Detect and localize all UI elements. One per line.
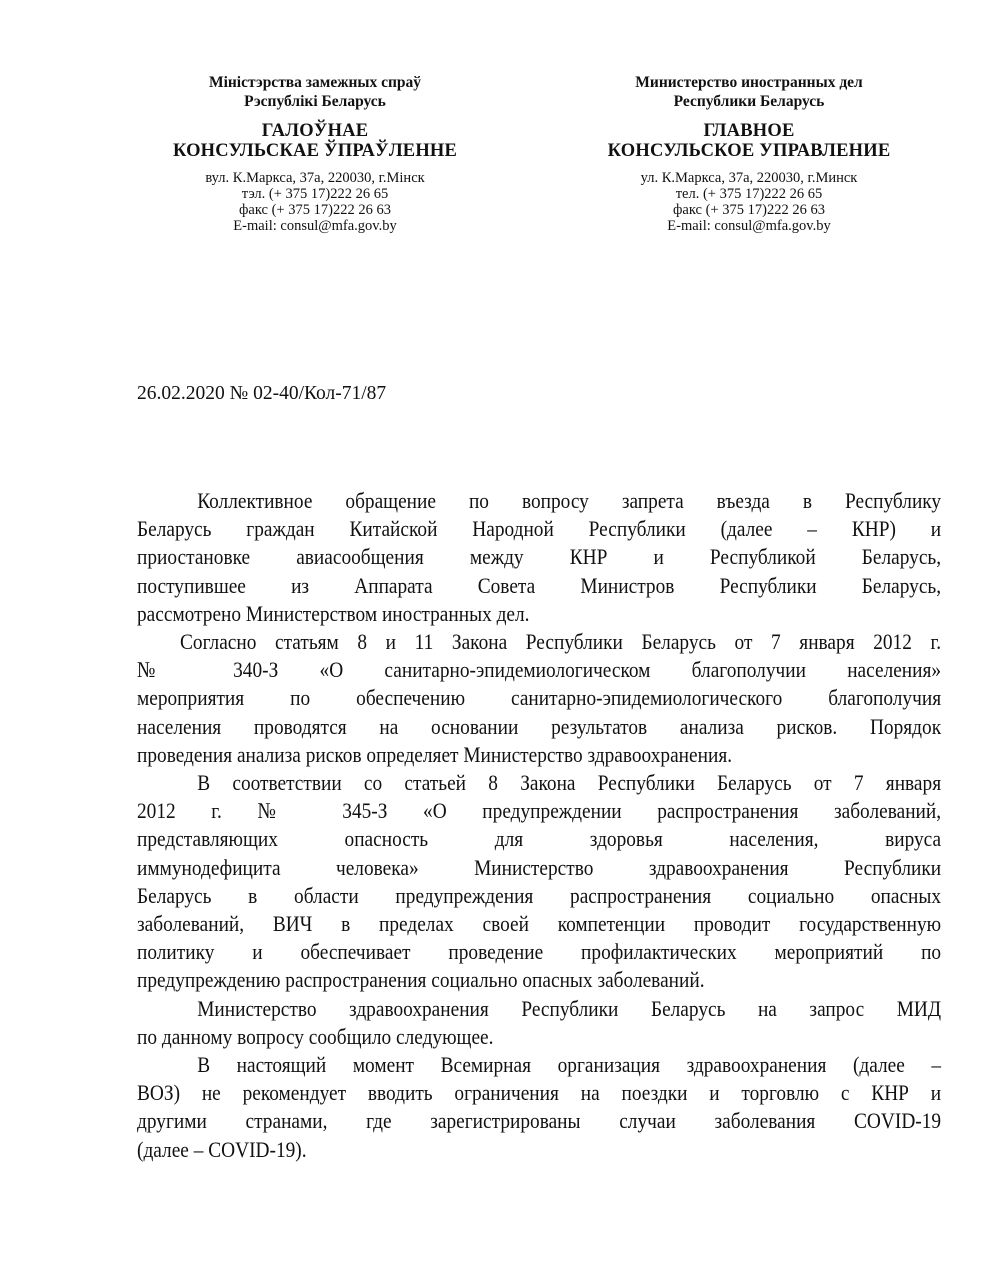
paragraph [137,1051,941,1164]
phone: тел. (+ 375 17)222 26 65 [675,186,823,202]
text-line: поступившее из Аппарата Совета Министров Республики Беларусь, [137,572,942,598]
department-name-ru [578,121,920,161]
department-line: КОНСУЛЬСКОЕ УПРАВЛЕНИЕ [607,141,891,161]
text-line: приостановке авиасообщения между КНР и Республикой Беларусь, [137,544,942,570]
text-line: Беларусь граждан Китайской Народной Республики (далее – КНР) и [137,516,942,542]
ministry-name-by [150,73,480,111]
registration-number: 26.02.2020 № 02-40/Кол-71/87 [137,383,387,404]
department-line: КОНСУЛЬСКАЕ ЎПРАЎЛЕННЕ [172,141,458,161]
paragraph [137,628,941,769]
text-line: № 340-З «О санитарно-эпидемиологическом благополучии населения» [137,657,942,683]
text-line: (далее – COVID-19). [137,1136,307,1162]
letterhead-belarusian [150,73,480,234]
letterhead-russian [578,73,920,234]
text-line: ВОЗ) не рекомендует вводить ограничения на поездки и торговлю с КНР и [137,1080,942,1106]
ministry-line: Міністэрства замежных спраў [208,74,422,91]
text-line: мероприятия по обеспечению санитарно-эпидемиологического благополучия [137,685,942,711]
contacts-by [150,170,480,234]
text-line: В соответствии со статьей 8 Закона Республики Беларусь от 7 января [197,770,942,796]
email: E-mail: consul@mfa.gov.by [233,218,397,234]
text-line: по данному вопросу сообщило следующее. [137,1023,494,1049]
paragraph [137,487,941,628]
department-line: ГЛАВНОЕ [703,121,795,141]
paragraph [137,769,941,995]
text-line: населения проводятся на основании результатов анализа рисков. Порядок [137,713,942,739]
text-line: Министерство здравоохранения Республики Беларусь на запрос МИД [197,995,942,1021]
text-line: проведения анализа рисков определяет Министерство здравоохранения. [137,741,733,767]
fax: факс (+ 375 17)222 26 63 [673,202,825,218]
text-line: политику и обеспечивает проведение профилактических мероприятий по [137,939,942,965]
address: ул. К.Маркса, 37а, 220030, г.Минск [640,170,858,186]
ministry-name-ru [578,73,920,111]
department-line: ГАЛОЎНАЕ [261,121,369,141]
text-line: предупреждению распространения социально опасных заболеваний. [137,967,705,993]
address: вул. К.Маркса, 37а, 220030, г.Мінск [205,170,425,186]
fax: факс (+ 375 17)222 26 63 [239,202,391,218]
text-line: 2012 г. № 345-З «О предупреждении распространения заболеваний, [137,798,942,824]
text-line: В настоящий момент Всемирная организация здравоохранения (далее – [197,1052,942,1078]
text-line: рассмотрено Министерством иностранных дел. [137,600,530,626]
text-line: Беларусь в области предупреждения распространения социально опасных [137,882,942,908]
email: E-mail: consul@mfa.gov.by [667,218,831,234]
text-line: Согласно статьям 8 и 11 Закона Республики Беларусь от 7 января 2012 г. [180,629,942,655]
text-line: Коллективное обращение по вопросу запрета въезда в Республику [197,488,942,513]
contacts-ru [578,170,920,234]
letter-body [137,487,941,1164]
paragraph [137,995,941,1051]
phone: тэл. (+ 375 17)222 26 65 [241,186,389,202]
ministry-line: Министерство иностранных дел [635,74,863,91]
text-line: представляющих опасность для здоровья населения, вируса [137,826,942,852]
text-line: другими странами, где зарегистрированы случаи заболевания COVID-19 [137,1108,942,1134]
department-name-by [150,121,480,161]
ministry-line: Рэспублікі Беларусь [244,93,386,110]
text-line: заболеваний, ВИЧ в пределах своей компетенции проводит государственную [137,911,942,937]
ministry-line: Республики Беларусь [673,93,825,110]
text-line: иммунодефицита человека» Министерство здравоохранения Республики [137,854,942,880]
